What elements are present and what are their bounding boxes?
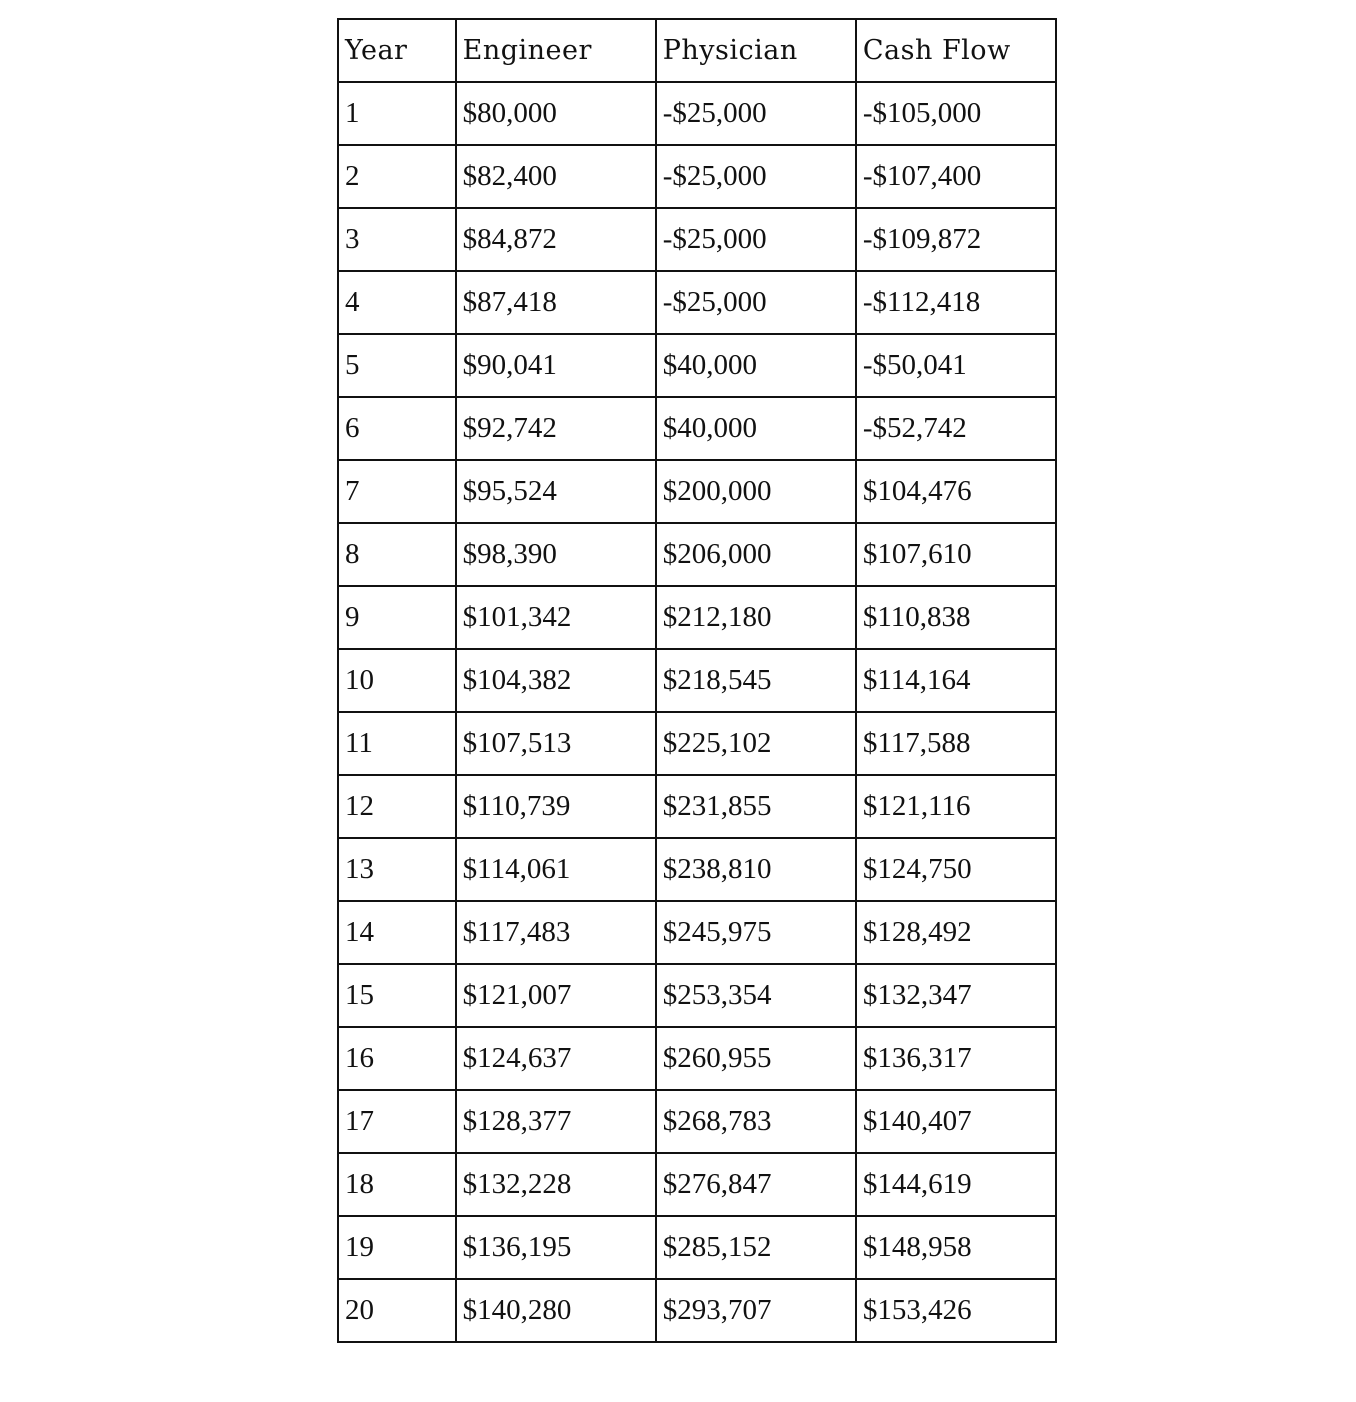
cell-engineer: $128,377 <box>456 1090 656 1153</box>
cell-engineer: $98,390 <box>456 523 656 586</box>
header-year: Year <box>338 19 456 82</box>
cell-physician: $200,000 <box>656 460 856 523</box>
header-physician: Physician <box>656 19 856 82</box>
cell-engineer: $95,524 <box>456 460 656 523</box>
cell-cash-flow: $144,619 <box>856 1153 1056 1216</box>
table-row <box>338 1027 1056 1090</box>
header-row <box>338 19 1056 82</box>
cell-year: 20 <box>338 1279 456 1342</box>
cashflow-table <box>337 18 1057 1343</box>
cell-year: 14 <box>338 901 456 964</box>
cell-year: 1 <box>338 82 456 145</box>
cell-year: 7 <box>338 460 456 523</box>
table-header <box>338 19 1056 82</box>
cell-cash-flow: -$112,418 <box>856 271 1056 334</box>
cell-cash-flow: $117,588 <box>856 712 1056 775</box>
cell-cash-flow: -$52,742 <box>856 397 1056 460</box>
cell-year: 5 <box>338 334 456 397</box>
table-row <box>338 1279 1056 1342</box>
cell-engineer: $87,418 <box>456 271 656 334</box>
table-row <box>338 964 1056 1027</box>
table-row <box>338 712 1056 775</box>
table-row <box>338 586 1056 649</box>
cell-cash-flow: $107,610 <box>856 523 1056 586</box>
cell-engineer: $124,637 <box>456 1027 656 1090</box>
cell-engineer: $90,041 <box>456 334 656 397</box>
cell-engineer: $82,400 <box>456 145 656 208</box>
cell-year: 3 <box>338 208 456 271</box>
cell-engineer: $92,742 <box>456 397 656 460</box>
cell-engineer: $114,061 <box>456 838 656 901</box>
cell-physician: $245,975 <box>656 901 856 964</box>
cell-year: 18 <box>338 1153 456 1216</box>
cell-cash-flow: $132,347 <box>856 964 1056 1027</box>
cell-physician: $225,102 <box>656 712 856 775</box>
cell-engineer: $101,342 <box>456 586 656 649</box>
cell-physician: -$25,000 <box>656 208 856 271</box>
cell-cash-flow: $136,317 <box>856 1027 1056 1090</box>
cell-engineer: $117,483 <box>456 901 656 964</box>
cell-year: 9 <box>338 586 456 649</box>
cell-physician: $253,354 <box>656 964 856 1027</box>
cell-engineer: $136,195 <box>456 1216 656 1279</box>
table-row <box>338 1090 1056 1153</box>
table-row <box>338 1216 1056 1279</box>
cell-cash-flow: -$105,000 <box>856 82 1056 145</box>
cell-engineer: $110,739 <box>456 775 656 838</box>
cell-engineer: $80,000 <box>456 82 656 145</box>
cell-engineer: $84,872 <box>456 208 656 271</box>
cell-physician: $40,000 <box>656 334 856 397</box>
cell-engineer: $140,280 <box>456 1279 656 1342</box>
cell-physician: $206,000 <box>656 523 856 586</box>
table-row <box>338 901 1056 964</box>
table-row <box>338 397 1056 460</box>
cell-cash-flow: $128,492 <box>856 901 1056 964</box>
table-body <box>338 82 1056 1342</box>
table-row <box>338 649 1056 712</box>
table-row <box>338 523 1056 586</box>
cell-cash-flow: $124,750 <box>856 838 1056 901</box>
cell-engineer: $132,228 <box>456 1153 656 1216</box>
cell-year: 4 <box>338 271 456 334</box>
cell-physician: $238,810 <box>656 838 856 901</box>
cell-cash-flow: $104,476 <box>856 460 1056 523</box>
cell-physician: $260,955 <box>656 1027 856 1090</box>
cell-physician: $268,783 <box>656 1090 856 1153</box>
cell-engineer: $107,513 <box>456 712 656 775</box>
header-cash-flow: Cash Flow <box>856 19 1056 82</box>
table-row <box>338 334 1056 397</box>
cell-physician: -$25,000 <box>656 271 856 334</box>
cell-cash-flow: $148,958 <box>856 1216 1056 1279</box>
cell-engineer: $121,007 <box>456 964 656 1027</box>
cell-cash-flow: $140,407 <box>856 1090 1056 1153</box>
cell-year: 11 <box>338 712 456 775</box>
cell-cash-flow: -$107,400 <box>856 145 1056 208</box>
cell-physician: -$25,000 <box>656 82 856 145</box>
cell-year: 17 <box>338 1090 456 1153</box>
cell-physician: $218,545 <box>656 649 856 712</box>
table-row <box>338 208 1056 271</box>
cell-cash-flow: $114,164 <box>856 649 1056 712</box>
cell-cash-flow: $121,116 <box>856 775 1056 838</box>
cell-physician: $285,152 <box>656 1216 856 1279</box>
table-row <box>338 775 1056 838</box>
cell-physician: $212,180 <box>656 586 856 649</box>
table-row <box>338 838 1056 901</box>
cell-physician: $293,707 <box>656 1279 856 1342</box>
table-row <box>338 271 1056 334</box>
cell-physician: $276,847 <box>656 1153 856 1216</box>
cell-year: 19 <box>338 1216 456 1279</box>
cell-year: 10 <box>338 649 456 712</box>
table-row <box>338 145 1056 208</box>
cell-cash-flow: $153,426 <box>856 1279 1056 1342</box>
cell-year: 12 <box>338 775 456 838</box>
cell-physician: -$25,000 <box>656 145 856 208</box>
table-row <box>338 460 1056 523</box>
cell-year: 2 <box>338 145 456 208</box>
cell-engineer: $104,382 <box>456 649 656 712</box>
cell-year: 13 <box>338 838 456 901</box>
header-engineer: Engineer <box>456 19 656 82</box>
cell-cash-flow: $110,838 <box>856 586 1056 649</box>
cell-cash-flow: -$109,872 <box>856 208 1056 271</box>
cell-physician: $40,000 <box>656 397 856 460</box>
cell-year: 8 <box>338 523 456 586</box>
cell-physician: $231,855 <box>656 775 856 838</box>
cell-cash-flow: -$50,041 <box>856 334 1056 397</box>
cell-year: 6 <box>338 397 456 460</box>
cell-year: 16 <box>338 1027 456 1090</box>
table-row <box>338 82 1056 145</box>
table-row <box>338 1153 1056 1216</box>
cell-year: 15 <box>338 964 456 1027</box>
